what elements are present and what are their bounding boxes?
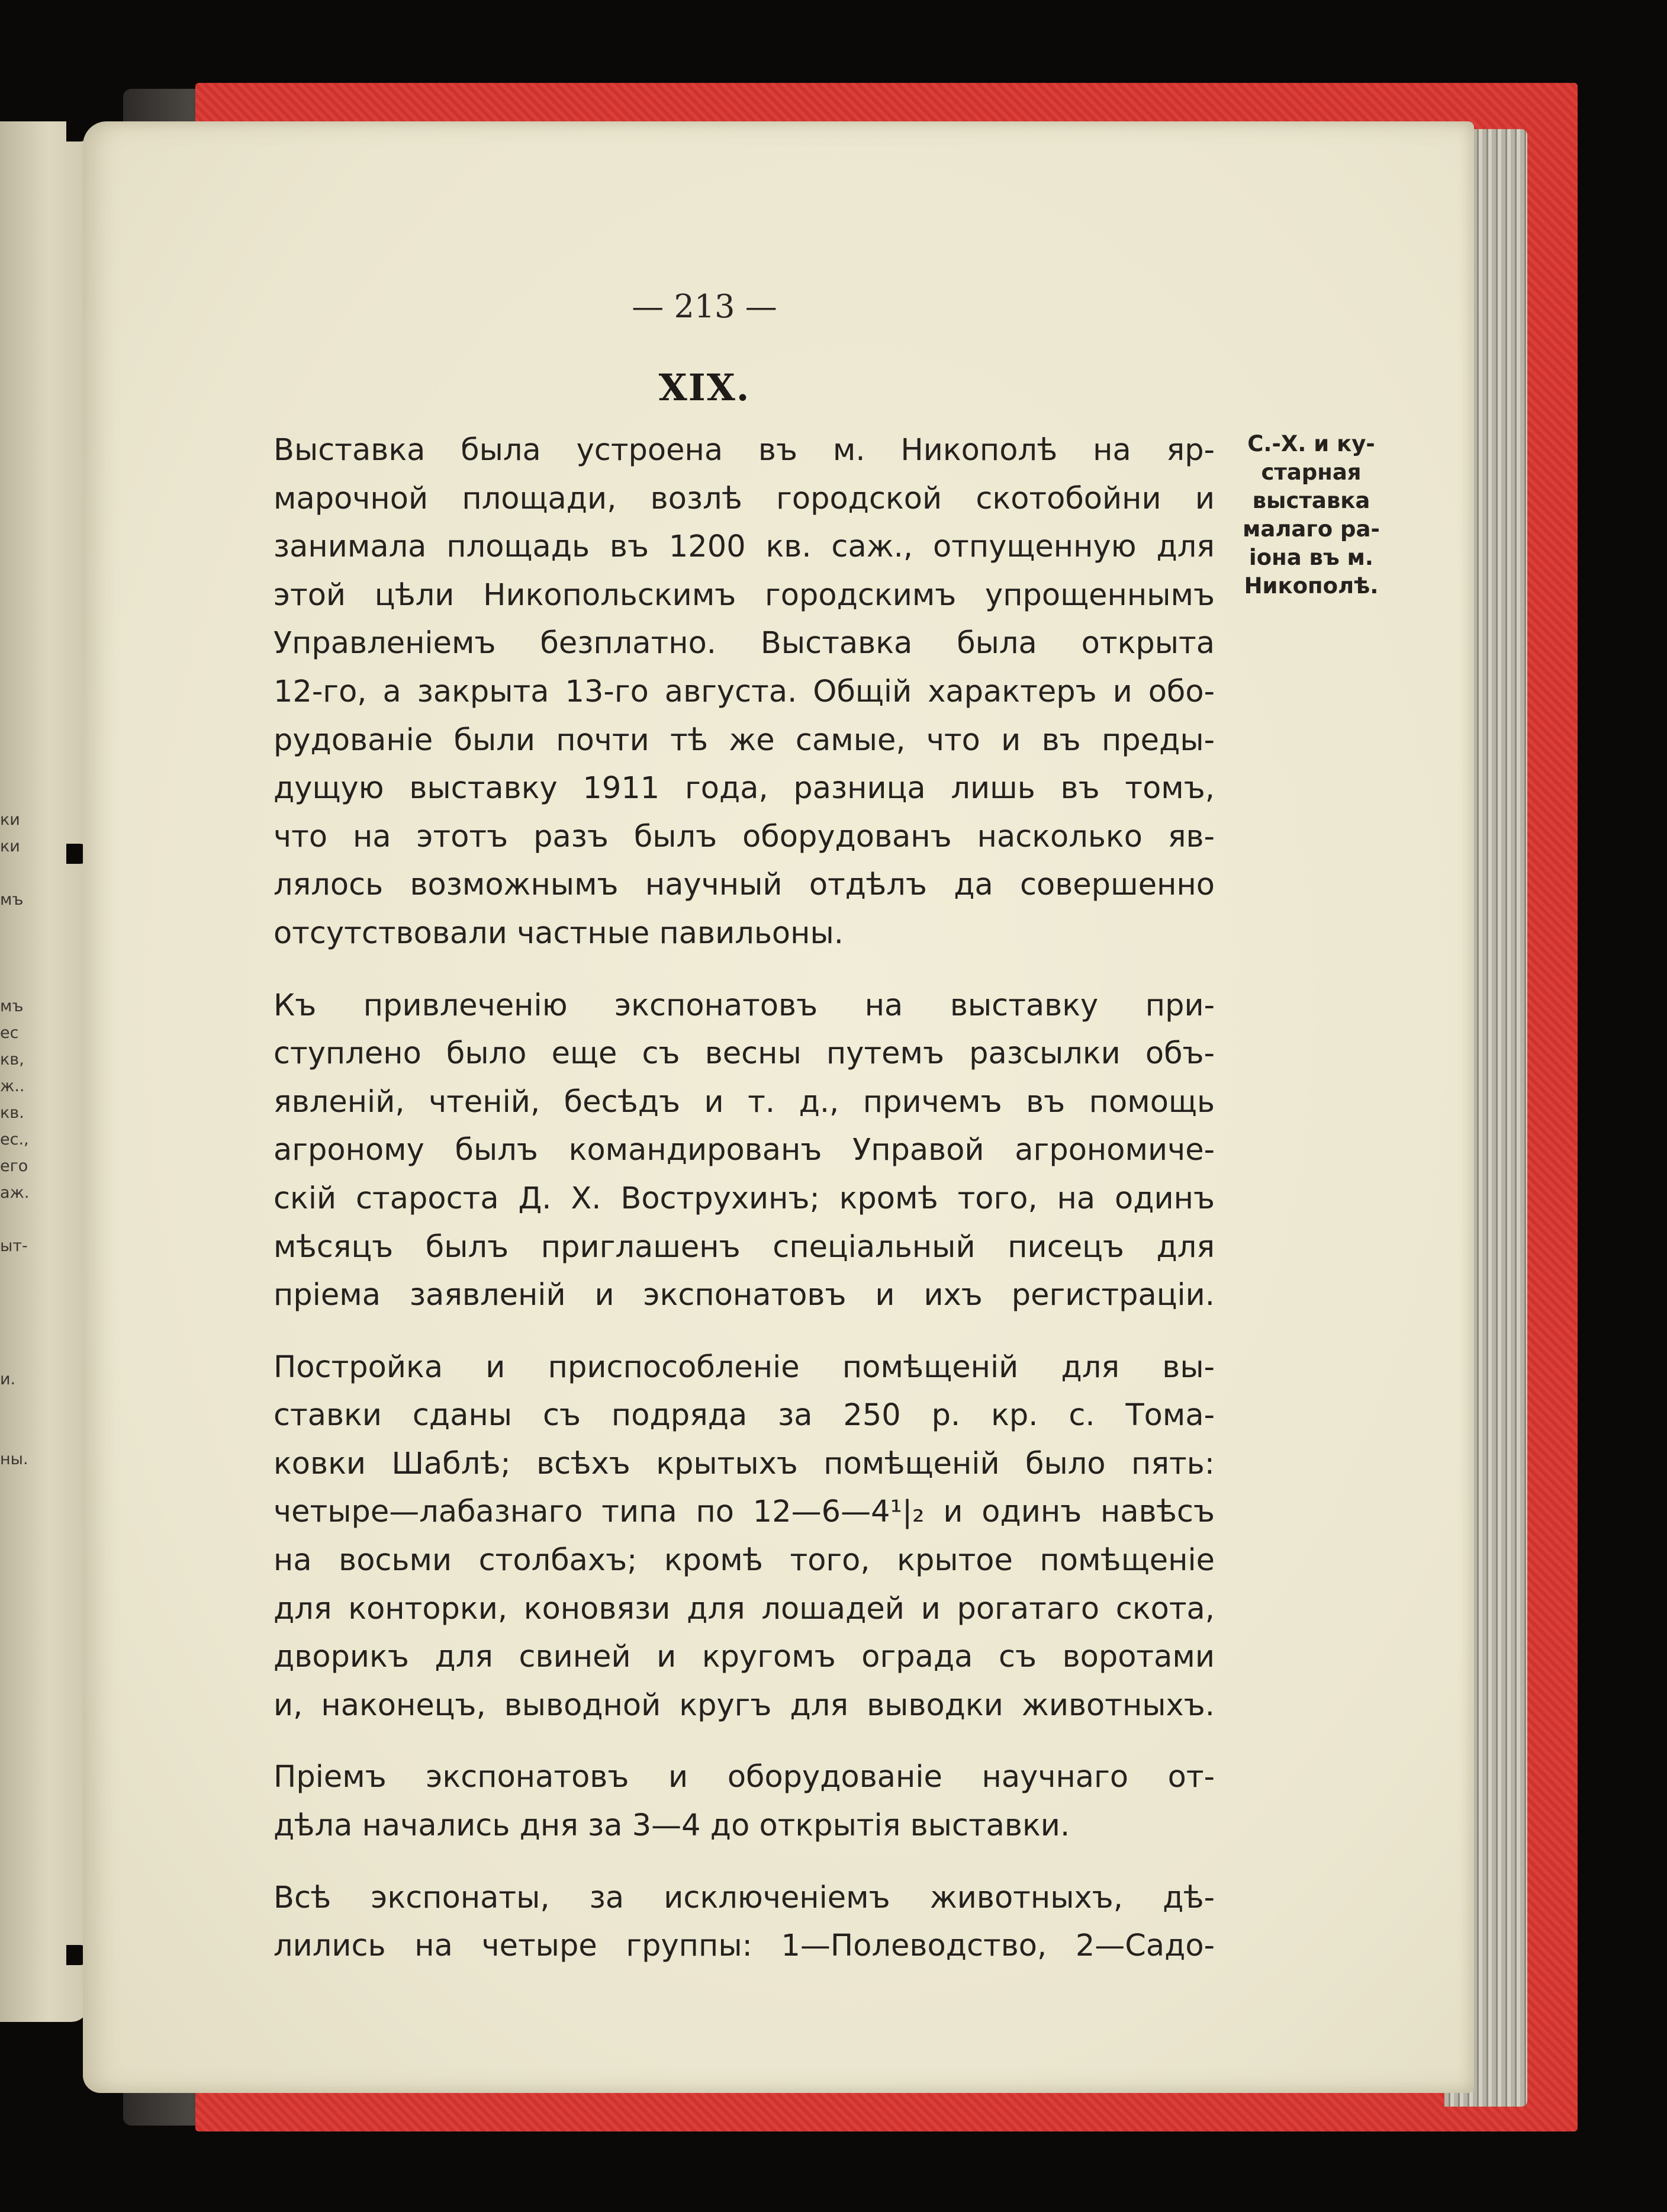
margin-note-line: старная <box>1261 459 1362 485</box>
body-text <box>185 426 1215 1970</box>
margin-note-line: С.-Х. и ку- <box>1247 431 1375 456</box>
previous-page-fragment: ж.. <box>0 1077 25 1095</box>
text-line: для конторки, коновязи для лошадей и рогатаго скота, <box>273 1591 1215 1626</box>
text-line: отсутствовали частные павильоны. <box>273 915 844 951</box>
text-line: ковки Шаблѣ; всѣхъ крытыхъ помѣщеній было пять: <box>273 1446 1215 1481</box>
previous-page-fragment <box>0 1313 47 1339</box>
text-line: лились на четыре группы: 1—Полеводство, 2—Садо- <box>273 1928 1215 1964</box>
previous-page-fragment <box>0 913 47 940</box>
text-line: занимала площадь въ 1200 кв. саж., отпущенную для <box>273 529 1215 565</box>
paragraph <box>185 1343 1215 1730</box>
margin-note-line: іона въ м. <box>1249 545 1373 570</box>
previous-page-fragment <box>0 940 47 966</box>
text-line: дущую выставку 1911 года, разница лишь въ томъ, <box>273 771 1215 806</box>
text-line: и, наконецъ, выводной кругъ для выводки животныхъ. <box>273 1687 1215 1723</box>
previous-page-fragment: мъ <box>0 890 24 909</box>
previous-page-fragment: ес <box>0 1024 19 1042</box>
previous-page-fragment: мъ <box>0 997 24 1015</box>
margin-note-line: Никополѣ. <box>1244 573 1379 599</box>
previous-page-fragment: и. <box>0 1370 16 1388</box>
previous-page-fragment: его <box>0 1157 28 1175</box>
previous-page-fragment: кв, <box>0 1050 24 1069</box>
paragraph <box>185 426 1215 958</box>
text-line: четыре—лабазнаго типа по 12—6—4¹|₂ и одинъ навѣсъ <box>273 1494 1215 1530</box>
margin-note-line: малаго ра- <box>1243 516 1380 542</box>
margin-note-line: выставка <box>1252 488 1370 513</box>
text-line: скій староста Д. Х. Вострухинъ; кромѣ того, на одинъ <box>273 1181 1215 1216</box>
text-line: лялось возможнымъ научный отдѣлъ да совершенно <box>273 867 1215 903</box>
text-line: марочной площади, возлѣ городской скотобойни и <box>273 481 1215 516</box>
text-line: ставки сданы съ подряда за 250 р. кр. с. Тома- <box>273 1398 1215 1433</box>
previous-page-text-fragments <box>0 806 47 1472</box>
text-line: ступлено было еще съ весны путемъ разсылки объ- <box>273 1036 1215 1072</box>
text-line: Къ привлеченію экспонатовъ на выставку при- <box>273 988 1215 1023</box>
previous-page-fragment: ыт- <box>0 1237 28 1255</box>
previous-page-fragment: ки <box>0 811 20 829</box>
text-line: дѣла начались дня за 3—4 до открытія выставки. <box>273 1808 1070 1844</box>
previous-page-fragment <box>0 1206 47 1233</box>
previous-page-fragment <box>0 1393 47 1419</box>
text-line: дворикъ для свиней и кругомъ ограда съ воротами <box>273 1639 1215 1675</box>
margin-note <box>1231 430 1391 600</box>
page-number: — 213 — <box>632 288 777 325</box>
previous-page-fragment <box>0 860 47 886</box>
text-line: мѣсяцъ былъ приглашенъ спеціальный писецъ для <box>273 1229 1215 1265</box>
previous-page-fragment: ес., <box>0 1130 29 1149</box>
previous-page-fragment <box>0 966 47 993</box>
previous-page-fragment: кв. <box>0 1104 24 1122</box>
paragraph <box>185 1753 1215 1850</box>
text-line: Управленіемъ безплатно. Выставка была открыта <box>273 626 1215 661</box>
text-line: что на этотъ разъ былъ оборудованъ насколько яв- <box>273 819 1215 854</box>
text-line: пріема заявленій и экспонатовъ и ихъ регистраціи. <box>273 1278 1215 1313</box>
text-line: на восьми столбахъ; кромѣ того, крытое помѣщеніе <box>273 1543 1215 1578</box>
paragraph <box>185 982 1215 1320</box>
text-line: агроному былъ командированъ Управой агрономиче- <box>273 1133 1215 1168</box>
text-line: Постройка и приспособленіе помѣщеній для вы- <box>273 1349 1215 1385</box>
text-line: Пріемъ экспонатовъ и оборудованіе научнаго от- <box>273 1760 1215 1795</box>
previous-page-fragment <box>0 1419 47 1446</box>
text-line: Всѣ экспонаты, за исключеніемъ животныхъ, дѣ- <box>273 1880 1215 1915</box>
previous-page-fragment: аж. <box>0 1184 30 1202</box>
text-line: этой цѣли Никопольскимъ городскимъ упрощеннымъ <box>273 577 1215 613</box>
previous-page-fragment <box>0 1286 47 1313</box>
chapter-heading: XIX. <box>658 366 751 409</box>
previous-page-fragment: ки <box>0 837 20 856</box>
text-line: рудованіе были почти тѣ же самые, что и въ преды- <box>273 722 1215 758</box>
paragraph <box>185 1874 1215 1970</box>
text-line: Выставка была устроена въ м. Никополѣ на яр- <box>273 433 1215 468</box>
text-line: явленій, чтеній, бесѣдъ и т. д., причемъ въ помощь <box>273 1084 1215 1120</box>
previous-page-fragment <box>0 1259 47 1286</box>
text-line: 12-го, а закрыта 13-го августа. Общій характеръ и обо- <box>273 674 1215 709</box>
previous-page-fragment <box>0 1339 47 1366</box>
previous-page-fragment: ны. <box>0 1450 28 1468</box>
